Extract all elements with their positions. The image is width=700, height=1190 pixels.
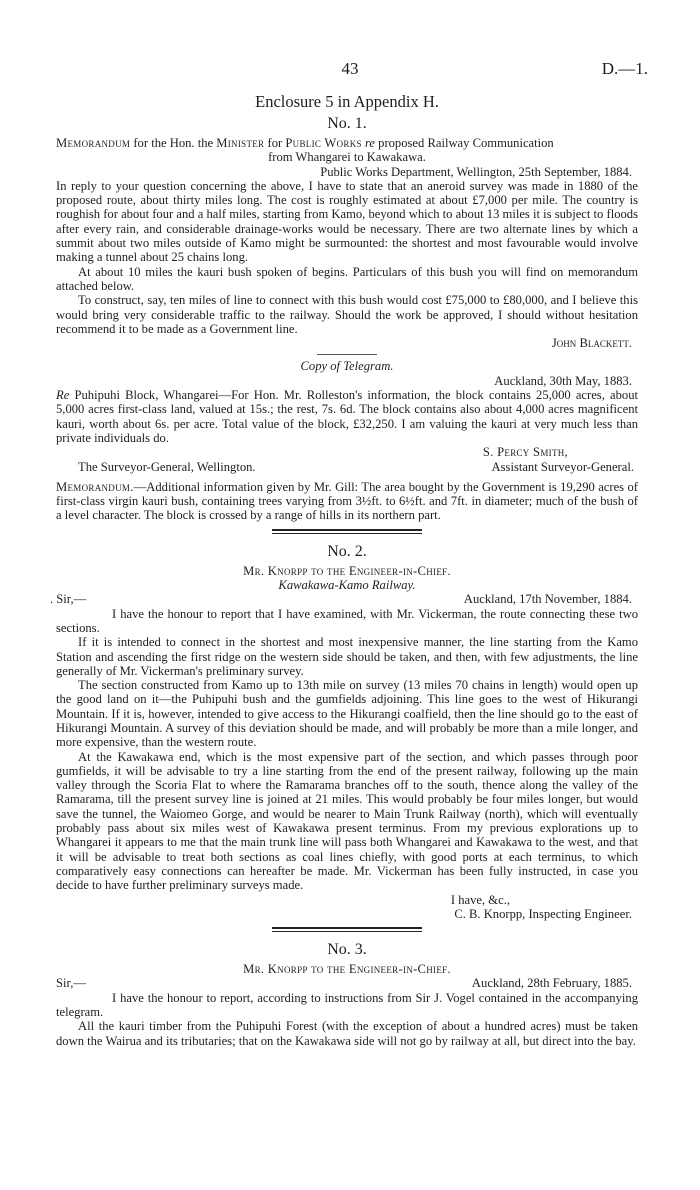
telegram-body [56,388,638,445]
signature: C. B. Knorpp, Inspecting Engineer. [454,906,632,921]
letter-from-to: Mr. Knorpp to the Engineer-in-Chief. [243,563,451,578]
telegram-signature-title: Assistant Surveyor-General. [491,459,634,474]
memo-text-c: from Whangarei to Kawakawa. [268,150,426,165]
letter-subject: Kawakawa-Kamo Railway. [278,578,416,593]
document-body [50,92,638,1048]
memo-minister: Minister [216,136,265,150]
memo-re: re [364,136,375,150]
letter-header [56,976,638,990]
paragraph: If it is intended to connect in the shortest and most inexpensive manner, the line starting from the Kamo Station and ascending the first ridge on the western side should be taken, and then, with few adjustments, the line generally of Mr. Vickerman's preliminary survey. [56,635,638,678]
paragraph: In reply to your question concerning the above, I have to state that an aneroid survey was made in 1880 of the proposed route, about thirty miles long. The cost is roughly estimated at about £7,000 per mile. The country is roughish for about four and a half miles, starting from Kamo, beyond which to about 13 miles it is subject to floods after every rain, and considerable drainage-works would be necessary. There are two alternate lines by which a summit about two miles outside of Kamo might be surmounted: the shortest and most favourable would involve making a tunnel about 25 chains long. [56,178,638,265]
letter-dateline: Auckland, 28th February, 1885. [471,976,632,991]
telegram-re: Re [56,388,70,403]
letter-header [50,592,638,607]
divider [317,354,377,355]
telegram-signature: S. Percy Smith, [482,445,568,460]
telegram-addressee: The Surveyor-General, Wellington. [78,459,256,474]
memo-label: Memorandum [56,136,131,150]
letter-closing: I have, &c., [450,892,510,907]
memo-header [56,136,638,165]
section-divider [272,927,422,932]
page-reference: D.—1. [601,59,648,78]
paragraph: At the Kawakawa end, which is the most expensive part of the section, and which passes through poor gumfields, it will be advisable to try a line starting from the end of the present railway, following up the main valley through the Scoria Flat to where the Ramarama branches off to the south, thence along the valley of the Ramarama, till the present survey line is joined at 21 miles. This would probably be four miles longer, but would save the tunnel, the Waiomeo Gorge, and would be nearer to Main Trunk Railway (north), which will eventually probably pass about six miles west of Kawakawa present terminus. From my previous explorations up to Whangarei it appears to me that the main trunk line will pass both Whangarei and Kawakawa to the west, and that it will be advisable to treat both sections as coal lines chiefly, with good ports at each terminus, to which comparatively easy connections can hereafter be made. Mr. Vickerman has been fully instructed, in case you decide to have further preliminary surveys made. [56,749,638,893]
salutation: Sir,— [56,976,86,991]
section-heading-no1: No. 1. [327,115,367,132]
memo-text-a: for the Hon. the [133,136,214,150]
telegram-text: Puhipuhi Block, Whangarei—For Hon. Mr. Rolleston's information, the block contains 25,000 acres, about 5,000 acres first-class land, valued at 15s.; the rest, 7s. 6d. The block contains also about 4,000 acres magnificent kauri, worth about 6s. per acre. Total value of the block, £32,250. I am valuing the kauri at very much less than private individuals do. [56,388,638,445]
section-divider [272,529,422,534]
paragraph: At about 10 miles the kauri bush spoken of begins. Particulars of this bush you will find on memorandum attached below. [56,264,638,293]
paragraph: I have the honour to report, according to instructions from Sir J. Vogel contained in the accompanying telegram. [56,990,638,1020]
memo2-label: Memorandum. [56,479,134,494]
memo-for: for [267,136,283,150]
memo-public-works: Public Works [285,136,362,150]
letter-dateline: Auckland, 17th November, 1884. [463,592,632,607]
telegram-footer [56,460,638,474]
paragraph: I have the honour to report that I have examined, with Mr. Vickerman, the route connecting these two sections. [56,606,638,635]
dept-dateline: Public Works Department, Wellington, 25th September, 1884. [320,164,632,179]
section-heading-no3: No. 3. [327,941,367,959]
telegram-title: Copy of Telegram. [300,359,394,374]
telegram-dateline: Auckland, 30th May, 1883. [494,373,632,388]
paragraph: The section constructed from Kamo up to 13th mile on survey (13 miles 70 chains in length) would open up the good land on it—the Puhipuhi bush and the gumfields adjoining. This line goes to the west of Hikurangi Mountain. If it is, however, intended to give access to the Hikurangi coalfield, then the line should go to the east of Hikurangi Mountain. A survey of this deviation should be made, and will probably be more than a mile longer, and more expensive, than the western route. [56,678,638,750]
signature: John Blackett. [551,336,632,351]
paragraph: To construct, say, ten miles of line to connect with this bush would cost £75,000 to £80,000, and I believe this would bring very considerable traffic to the railway. Should the work be approved, I should without hesitation recommend it to be made as a Government line. [56,293,638,336]
page-number: 43 [341,59,359,78]
enclosure-title: Enclosure 5 in Appendix H. [255,92,439,111]
section-heading-no2: No. 2. [327,542,367,560]
memo-text-b: proposed Railway Communication [378,136,554,150]
memo2 [56,480,638,523]
letter-from-to: Mr. Knorpp to the Engineer-in-Chief. [243,962,451,977]
memo2-text: —Additional information given by Mr. Gill: The area bought by the Government is 19,290 acres of first-class virgin kauri bush, containing trees varying from 3½ft. to 6½ft. and 7ft. in diameter; much of the bush of a level character. The block is crossed by a range of hills in its northern part. [56,479,638,523]
salutation: . Sir,— [50,592,87,607]
paragraph: All the kauri timber from the Puhipuhi Forest (with the exception of about a hundred acres) must be taken down the Wairua and its tributaries; that on the Kawakawa side will not go by railway at all, but direct into the bay. [56,1019,638,1048]
